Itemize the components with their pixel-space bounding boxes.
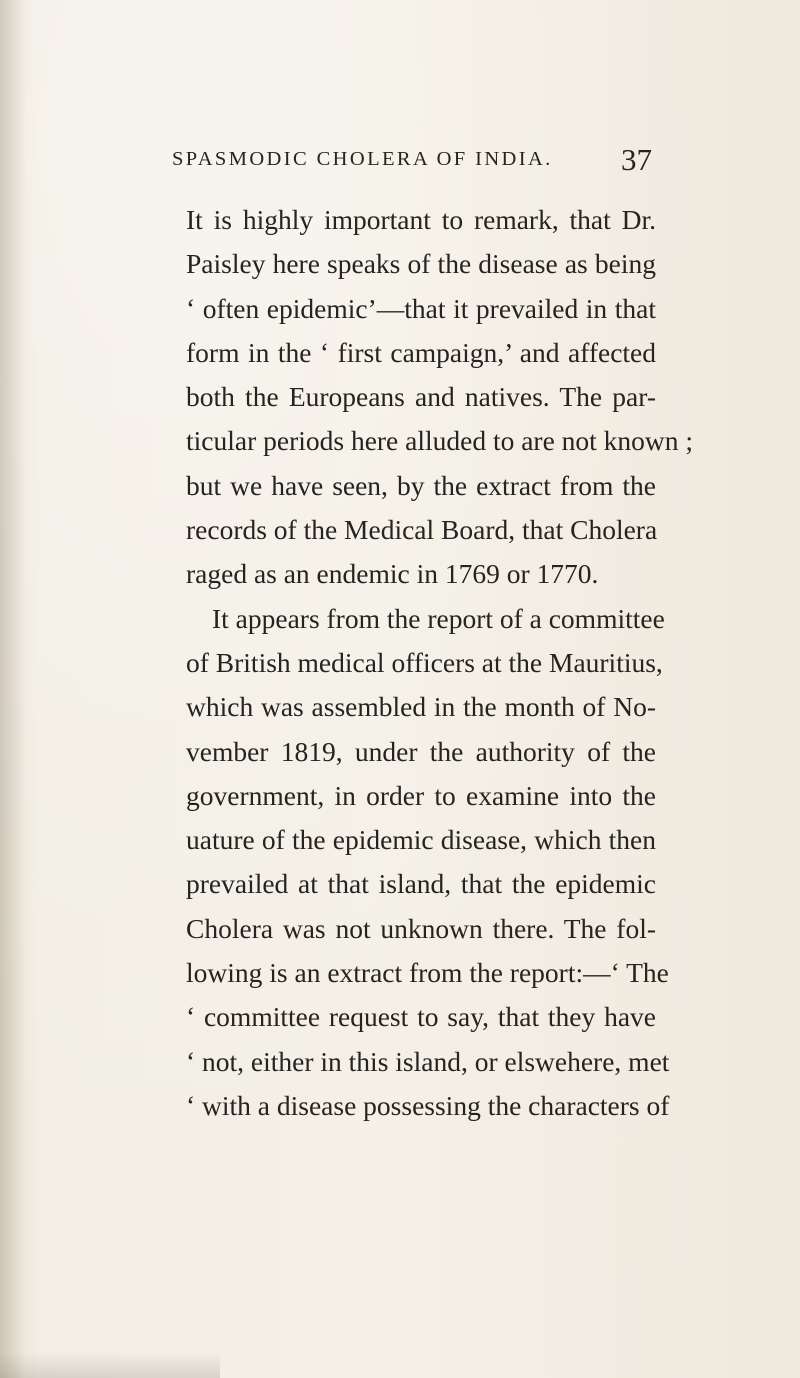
body-text [186, 198, 694, 1128]
text-line: It is highly important to remark, that Dr. [186, 204, 656, 235]
running-head [172, 142, 652, 178]
page-number: 37 [621, 142, 652, 177]
text-line: lowing is an extract from the report:—‘ The [186, 957, 669, 989]
running-head-title: SPASMODIC CHOLERA OF INDIA. [172, 148, 553, 170]
binding-shadow [0, 0, 26, 1378]
text-line: Paisley here speaks of the disease as being [186, 248, 656, 280]
text-line: form in the ‘ first campaign,’ and affected [186, 336, 656, 368]
text-line: prevailed at that island, that the epidemic [186, 868, 656, 900]
text-line: ticular periods here alluded to are not known ; [186, 425, 694, 457]
text-line: ‘ often epidemic’—that it prevailed in that [186, 292, 656, 324]
text-line: ‘ not, either in this island, or elswehere, met [186, 1045, 670, 1077]
text-line: ‘ with a disease possessing the characters of [186, 1089, 670, 1121]
text-line: raged as an endemic in 1769 or 1770. [186, 558, 599, 590]
text-line: but we have seen, by the extract from the [186, 469, 656, 501]
page-edge-mark [0, 1352, 220, 1378]
text-line: vember 1819, under the authority of the [186, 735, 656, 767]
text-line: of British medical officers at the Mauritius, [186, 646, 663, 678]
text-line: records of the Medical Board, that Cholera [186, 514, 658, 546]
text-line: both the Europeans and natives. The par- [186, 381, 656, 413]
text-line: which was assembled in the month of No- [186, 691, 656, 723]
text-line: ‘ committee request to say, that they have [186, 1001, 656, 1033]
paragraph-start-line: It appears from the report of a committee [212, 602, 665, 634]
text-line: Cholera was not unknown there. The fol- [186, 912, 656, 944]
text-line: government, in order to examine into the [186, 779, 656, 811]
text-line: uature of the epidemic disease, which then [186, 824, 656, 856]
